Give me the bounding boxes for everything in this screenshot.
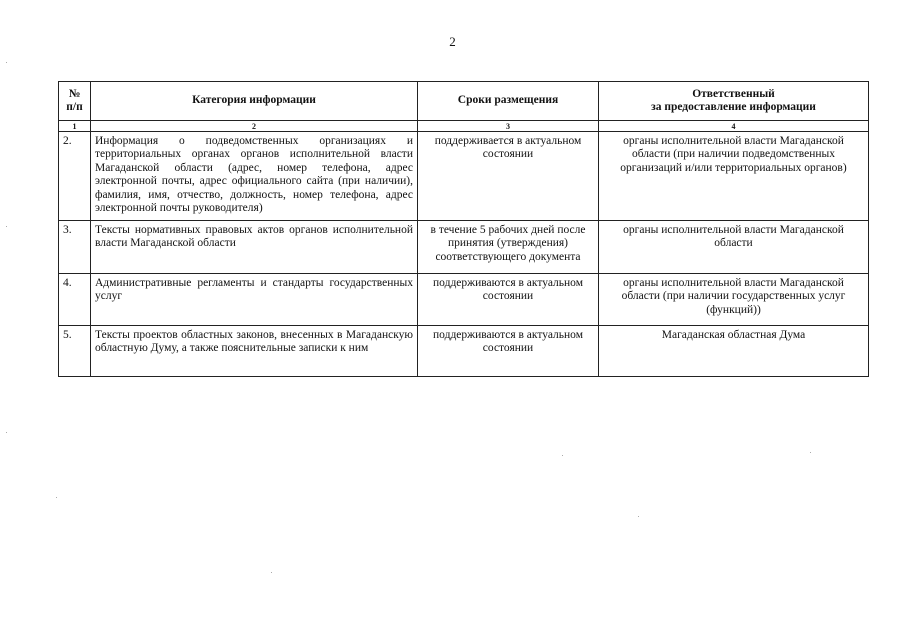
column-number: 2 xyxy=(91,121,418,132)
header-terms: Сроки размещения xyxy=(418,82,599,121)
column-number: 1 xyxy=(59,121,91,132)
row-category: Административные регламенты и стандарты государственных услуг xyxy=(91,274,418,326)
column-number: 4 xyxy=(599,121,869,132)
header-responsible-line2: за предоставление информации xyxy=(651,101,816,113)
row-category: Информация о подведомственных организациях и территориальных органах органов исполнительной власти Магаданской области (адрес, номер телефона, адрес электронной почты, адрес официального сайта (при наличии), фамилия, имя, отчество, должность, номер телефона, адрес электронной почты руководителя) xyxy=(91,132,418,221)
column-number: 3 xyxy=(418,121,599,132)
scan-speck xyxy=(810,452,811,453)
scan-speck xyxy=(271,572,272,573)
row-terms: в течение 5 рабочих дней после принятия (утверждения) соответствующего документа xyxy=(418,221,599,274)
row-terms: поддерживаются в актуальном состоянии xyxy=(418,326,599,377)
scan-speck xyxy=(6,432,7,433)
row-num: 4. xyxy=(59,274,91,326)
table-row xyxy=(59,274,869,326)
header-category: Категория информации xyxy=(91,82,418,121)
row-num: 3. xyxy=(59,221,91,274)
table-row xyxy=(59,326,869,377)
table-row xyxy=(59,132,869,221)
row-num: 5. xyxy=(59,326,91,377)
row-responsible: органы исполнительной власти Магаданской области (при наличии подведомственных организаций и/или территориальных органов) xyxy=(599,132,869,221)
column-number-row xyxy=(59,121,869,132)
row-category: Тексты проектов областных законов, внесенных в Магаданскую областную Думу, а также пояснительные записки к ним xyxy=(91,326,418,377)
scan-speck xyxy=(562,455,563,456)
row-responsible: Магаданская областная Дума xyxy=(599,326,869,377)
header-responsible xyxy=(599,82,869,121)
row-terms: поддерживается в актуальном состоянии xyxy=(418,132,599,221)
table-row xyxy=(59,221,869,274)
header-num: № п/п xyxy=(59,82,91,121)
row-responsible: органы исполнительной власти Магаданской области xyxy=(599,221,869,274)
table-header-row xyxy=(59,82,869,121)
information-table xyxy=(58,81,869,377)
scan-speck xyxy=(6,62,7,63)
row-num: 2. xyxy=(59,132,91,221)
row-category: Тексты нормативных правовых актов органов исполнительной власти Магаданской области xyxy=(91,221,418,274)
row-responsible: органы исполнительной власти Магаданской области (при наличии государственных услуг (функций)) xyxy=(599,274,869,326)
scan-speck xyxy=(6,226,7,227)
page-number: 2 xyxy=(449,34,456,49)
header-responsible-line1: Ответственный xyxy=(692,87,775,100)
scan-speck xyxy=(56,497,57,498)
scan-speck xyxy=(638,516,639,517)
row-terms: поддерживаются в актуальном состоянии xyxy=(418,274,599,326)
